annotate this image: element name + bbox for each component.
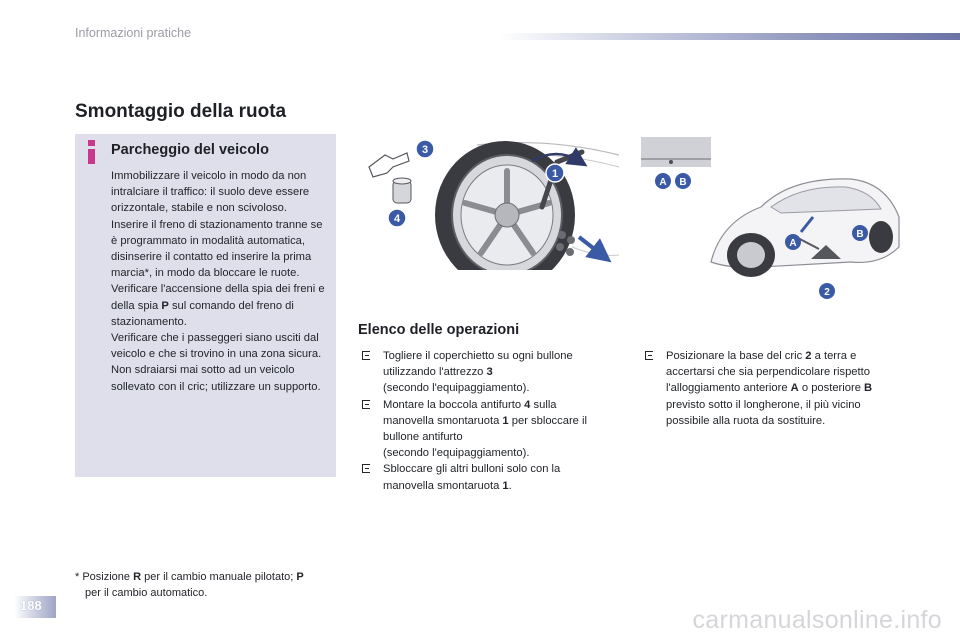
operations-list-left [358, 348, 608, 494]
info-paragraph: Immobilizzare il veicolo in modo da non intralciare il traffico: il suolo deve essere orizzontale, stabile e non scivoloso. [111, 170, 310, 215]
list-item: Posizionare la base del cric 2 a terra e accertarsi che sia perpendicolare rispetto l'alloggiamento anteriore A o posteriore B previsto sotto il longherone, il più vicino possibile alla ruota da sostituire. [641, 348, 903, 429]
list-item: Sbloccare gli altri bulloni solo con la manovella smontaruota 1. [358, 461, 608, 493]
checkbox-bullet-icon [362, 400, 370, 409]
info-icon [86, 140, 98, 166]
info-paragraph: Non sdraiarsi mai sotto ad un veicolo sollevato con il cric; utilizzare un supporto. [111, 364, 321, 393]
callout-3: 3 [421, 144, 429, 156]
header-rule [500, 33, 960, 40]
info-paragraph: Inserire il freno di stazionamento tranne se è programmato in modalità automatica, disinserire il contatto ed inserire la prima marcia*, in modo da bloccare le ruote. [111, 218, 323, 280]
jack-position-illustration [641, 137, 903, 307]
operations-list-right [641, 348, 903, 429]
watermark: carmanualsonline.info [692, 606, 942, 634]
checkbox-bullet-icon [362, 351, 370, 360]
callout-4: 4 [393, 213, 401, 225]
callout-A: A [789, 238, 797, 249]
list-item: Montare la boccola antifurto 4 sulla manovella smontaruota 1 per sbloccare il bullone antifurto (secondo l'equipaggiamento). [358, 397, 608, 462]
footnote: * Posizione R per il cambio manuale pilotato; P per il cambio automatico. [75, 571, 304, 599]
info-box-body [111, 168, 329, 395]
callout-1: 1 [551, 168, 559, 180]
page-title: Smontaggio della ruota [75, 101, 287, 122]
page-number: 188 [0, 596, 56, 618]
info-paragraph: Verificare l'accensione della spia dei freni e della spia P sul comando del freno di stazionamento. [111, 283, 325, 328]
callout-A: A [659, 177, 667, 188]
wheel-tools-illustration [357, 137, 619, 270]
checkbox-bullet-icon [362, 464, 370, 473]
info-box-title: Parcheggio del veicolo [111, 142, 269, 158]
list-item: Togliere il coperchietto su ogni bullone utilizzando l'attrezzo 3 (secondo l'equipaggiamento). [358, 348, 608, 397]
operations-title: Elenco delle operazioni [358, 322, 520, 338]
callout-2: 2 [824, 287, 830, 298]
callout-B: B [856, 229, 864, 240]
info-paragraph: Verificare che i passeggeri siano usciti dal veicolo e che si trovino in una zona sicura. [111, 332, 322, 361]
section-label: Informazioni pratiche [75, 26, 192, 40]
checkbox-bullet-icon [645, 351, 653, 360]
callout-B: B [679, 177, 687, 188]
